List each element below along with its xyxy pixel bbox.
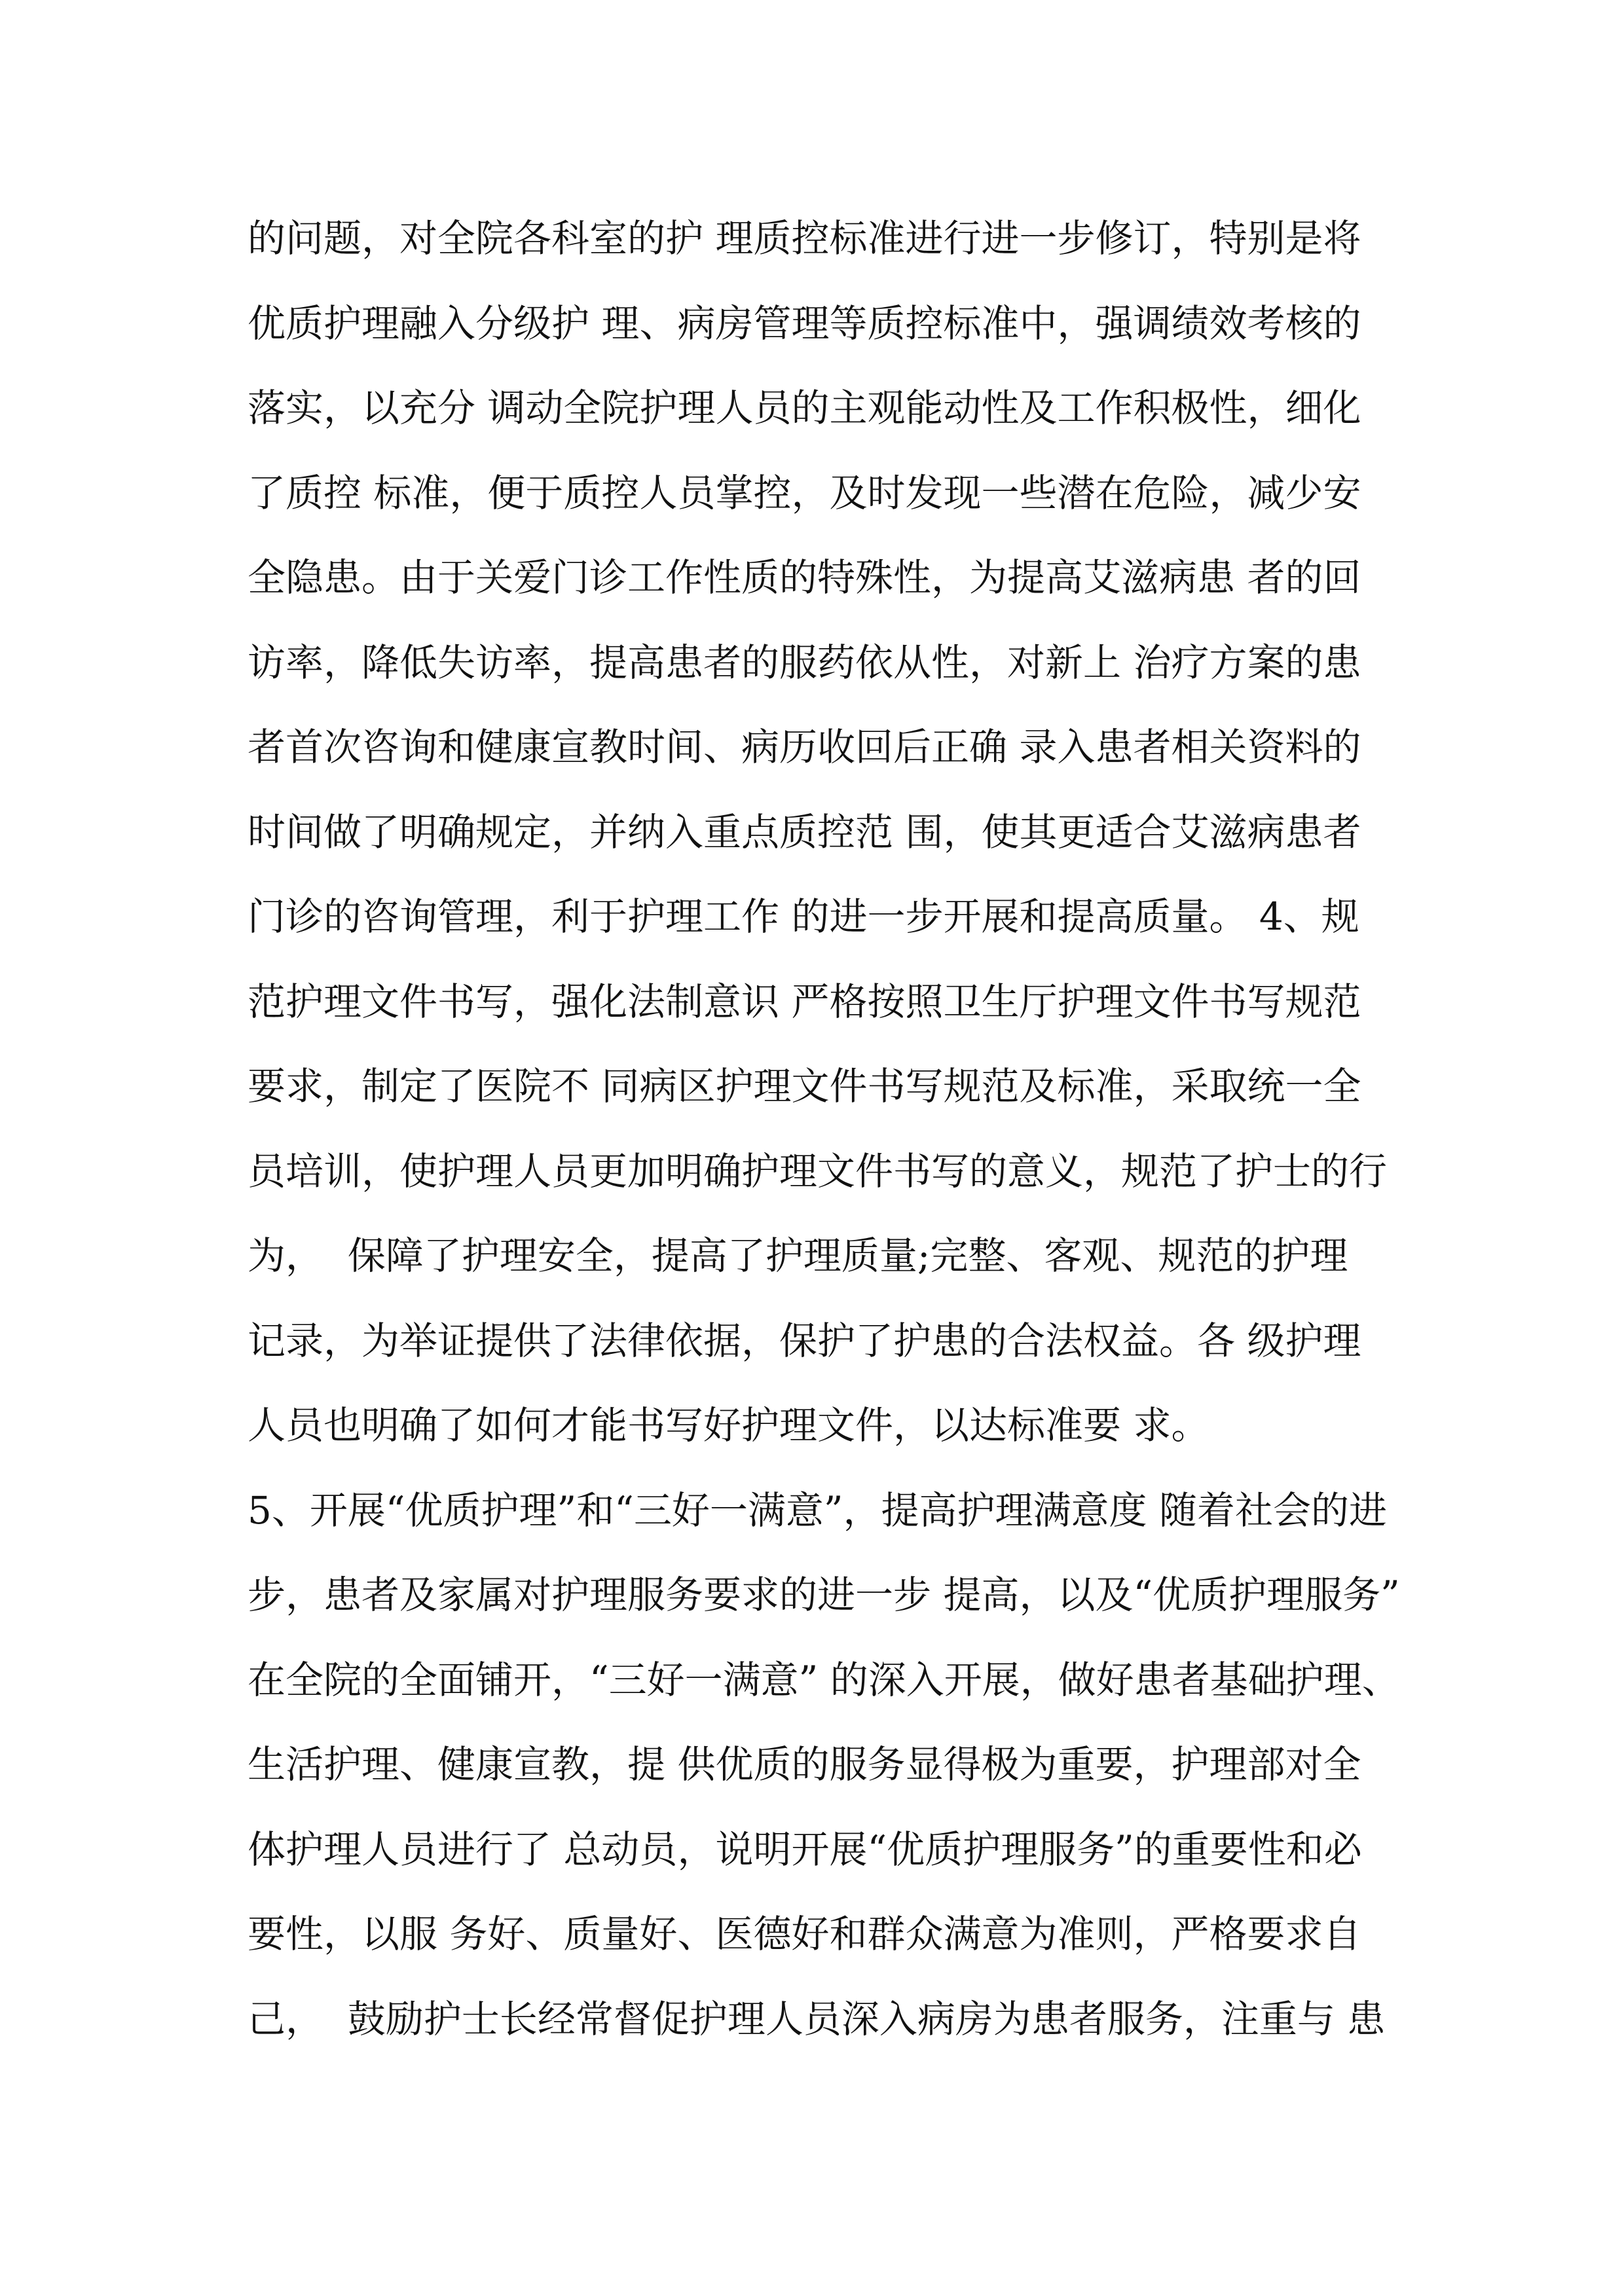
text-line: 人员也明确了如何才能书写好护理文件，以达标准要 求。	[248, 1403, 1209, 1448]
text-line: 了质控 标准，便于质控人员掌控，及时发现一些潜在危险，减少安	[248, 470, 1361, 515]
text-line: 落实，以充分 调动全院护理人员的主观能动性及工作积极性，细化	[248, 386, 1361, 430]
text-line: 步，患者及家属对护理服务要求的进一步 提高，以及“优质护理服务”	[248, 1573, 1400, 1617]
text-line: 体护理人员进行了 总动员，说明开展“优质护理服务”的重要性和必	[248, 1827, 1362, 1872]
text-line: 门诊的咨询管理，利于护理工作 的进一步开展和提高质量。 4、规	[248, 894, 1359, 939]
text-line: 5、开展“优质护理”和“三好一满意”，提高护理满意度 随着社会的进	[248, 1487, 1387, 1533]
text-line: 在全院的全面铺开，“三好一满意” 的深入开展，做好患者基础护理、	[248, 1657, 1400, 1702]
text-line: 要求，制定了医院不 同病区护理文件书写规范及标准，采取统一全	[248, 1064, 1361, 1108]
text-line: 全隐患。由于关爱门诊工作性质的特殊性，为提高艾滋病患 者的回	[248, 555, 1361, 600]
text-line: 的问题，对全院各科室的护 理质控标准进行进一步修订，特别是将	[248, 216, 1361, 261]
text-line: 范护理文件书写，强化法制意识 严格按照卫生厅护理文件书写规范	[248, 979, 1361, 1024]
text-line: 要性，以服 务好、质量好、医德好和群众满意为准则，严格要求自	[248, 1912, 1361, 1956]
text-line: 生活护理、健康宣教，提 供优质的服务显得极为重要，护理部对全	[248, 1742, 1361, 1787]
text-line: 己， 鼓励护士长经常督促护理人员深入病房为患者服务，注重与 患	[248, 1996, 1386, 2041]
text-line: 优质护理融入分级护 理、病房管理等质控标准中，强调绩效考核的	[248, 301, 1361, 346]
text-line: 员培训，使护理人员更加明确护理文件书写的意义，规范了护士的行	[248, 1148, 1388, 1194]
text-line: 时间做了明确规定，并纳入重点质控范 围，使其更适合艾滋病患者	[248, 809, 1361, 854]
body-text	[248, 196, 1426, 2062]
text-line: 者首次咨询和健康宣教时间、病历收回后正确 录入患者相关资料的	[248, 725, 1361, 769]
text-line: 为， 保障了护理安全，提高了护理质量;完整、客观、规范的护理	[248, 1233, 1348, 1278]
text-line: 访率，降低失访率，提高患者的服药依从性，对新上 治疗方案的患	[248, 640, 1361, 685]
text-line: 记录，为举证提供了法律依据，保护了护患的合法权益。各 级护理	[248, 1318, 1361, 1363]
